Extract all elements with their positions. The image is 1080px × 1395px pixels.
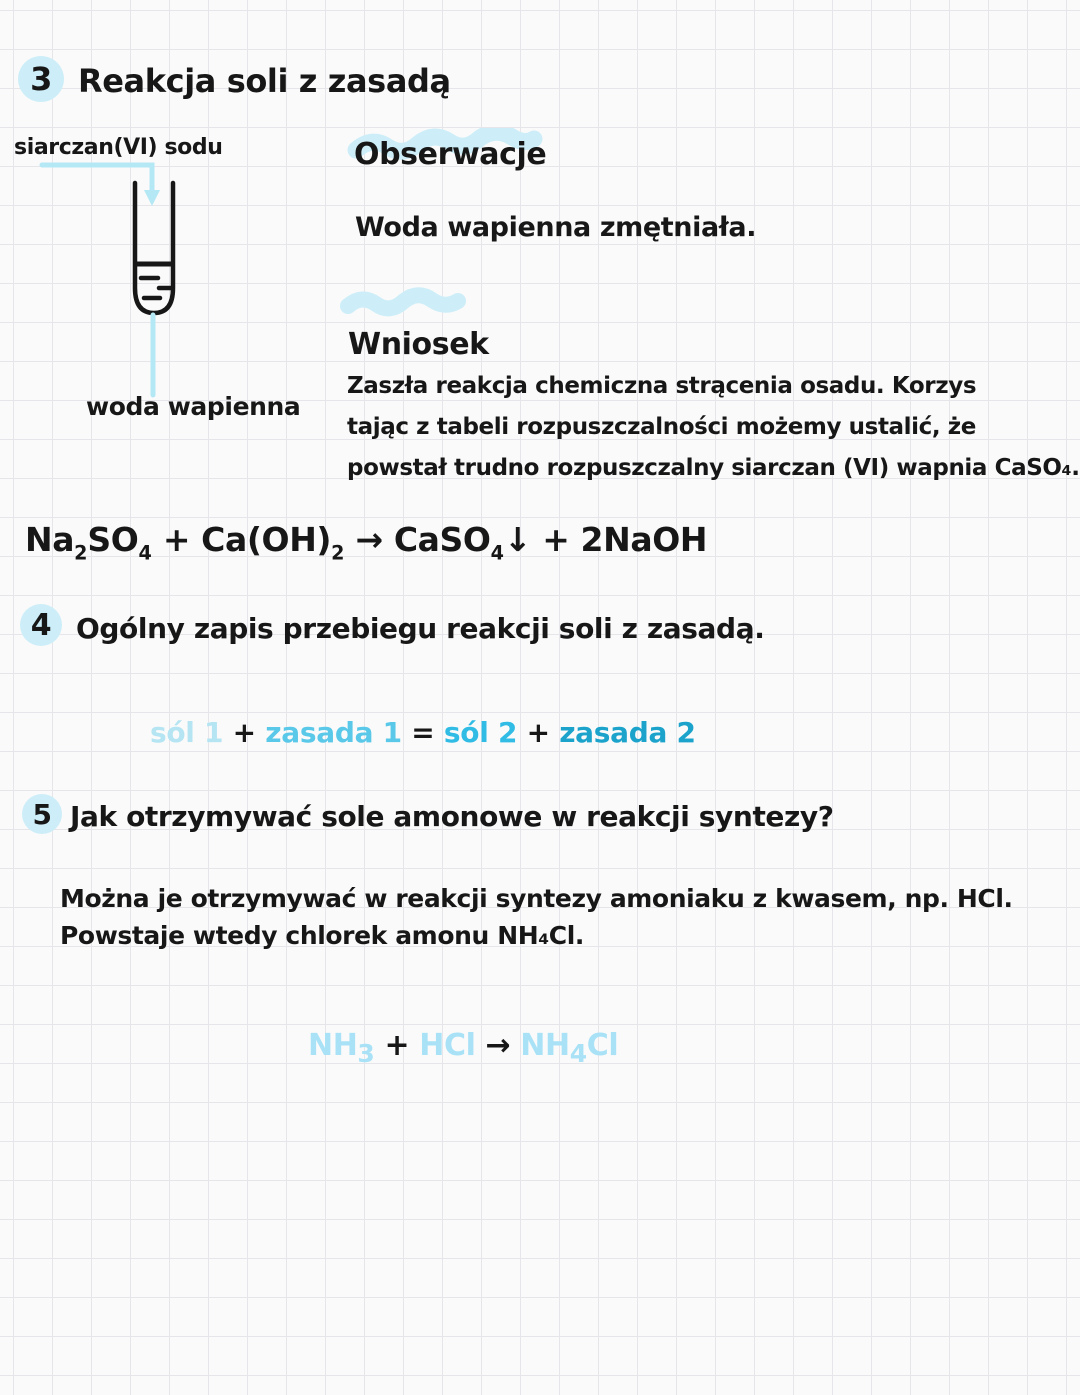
section3-number-badge	[18, 56, 64, 102]
highlight-marker-icon	[336, 286, 476, 320]
conclusion-line: Zaszła reakcja chemiczna strącenia osadu. Korzys	[347, 373, 977, 399]
observations-text: Woda wapienna zmętniała.	[355, 212, 757, 243]
conclusion-paragraph	[347, 366, 1080, 489]
section5-paragraph	[60, 880, 1013, 954]
section5-title: Jak otrzymywać sole amonowe w reakcji syntezy?	[70, 800, 834, 833]
section3-title: Reakcja soli z zasadą	[78, 62, 451, 100]
diagram-bottom-label: woda wapienna	[86, 392, 301, 421]
observations-title: Obserwacje	[354, 137, 547, 172]
section5-line: Można je otrzymywać w reakcji syntezy amoniaku z kwasem, np. HCl.	[60, 884, 1013, 913]
section5-number-badge	[22, 794, 62, 834]
section4-title: Ogólny zapis przebiegu reakcji soli z zasadą.	[76, 612, 765, 645]
conclusion-line: powstał trudno rozpuszczalny siarczan (VI) wapnia CaSO₄.	[347, 455, 1080, 481]
test-tube-icon	[134, 183, 174, 313]
equation-na2so4-caoh2: $Na_2SO_4 + Ca(OH)_2$ → CaSO$_4$↓ + 2NaOH	[25, 520, 708, 565]
section4-number: 4	[30, 607, 52, 643]
section5-line: Powstaje wtedy chlorek amonu NH₄Cl.	[60, 921, 585, 950]
section4-number-badge	[20, 604, 62, 646]
pour-arrow-icon	[42, 165, 160, 206]
equation-nh3-hcl: $NH_3$ + HCl → $NH_4Cl$	[308, 1028, 619, 1068]
section5-number: 5	[32, 797, 52, 831]
conclusion-line: tając z tabeli rozpuszczalności możemy ustalić, że	[347, 414, 976, 440]
general-salt-base-formula: sól 1 + zasada 1 = sól 2 + zasada 2	[150, 716, 696, 749]
section3-number: 3	[30, 60, 52, 98]
conclusion-title: Wniosek	[348, 327, 489, 362]
diagram-top-label: siarczan(VI) sodu	[14, 135, 223, 160]
